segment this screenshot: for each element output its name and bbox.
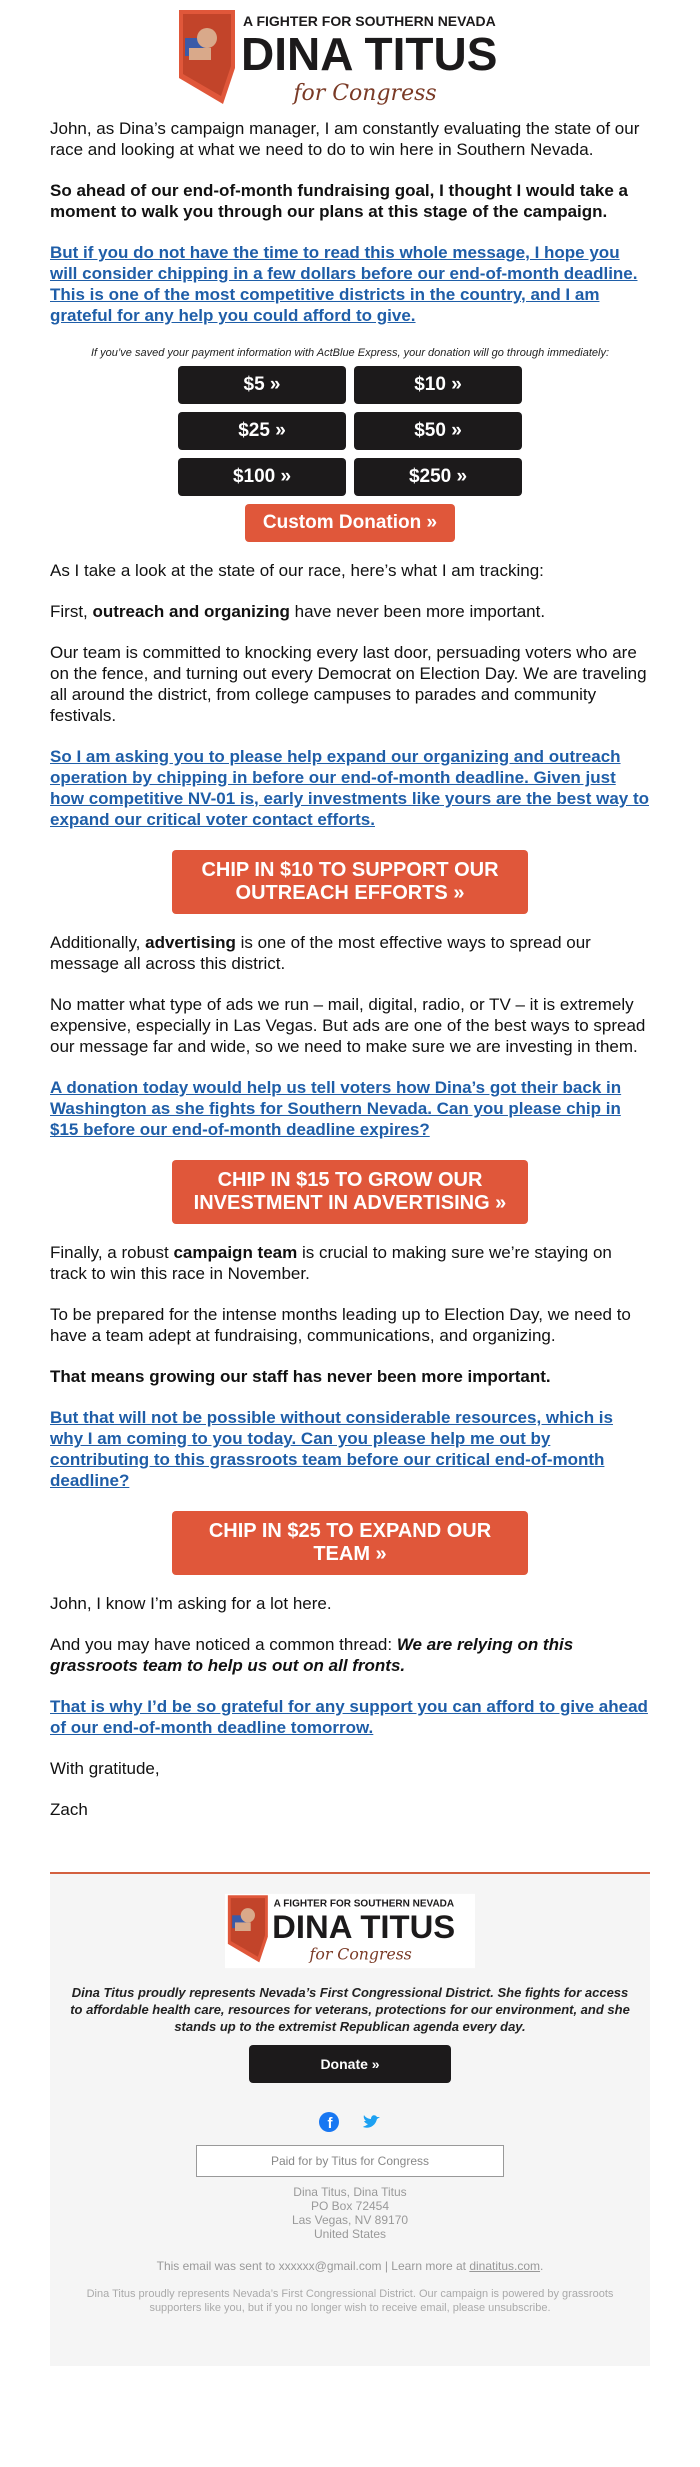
paragraph-team-commitment: Our team is committed to knocking every last door, persuading voters who are on the fence, and turning out every Democrat on Election Day. We are traveling all around the district, from college campuses to parades and community festivals.: [50, 643, 647, 725]
signoff: With gratitude,: [50, 1759, 160, 1778]
paragraph-outreach: First, outreach and organizing have never been more important.: [50, 602, 546, 621]
paragraph-ask-5: [50, 1696, 650, 1738]
mailing-address: Dina Titus, Dina Titus PO Box 72454 Las Vegas, NV 89170 United States: [291, 2185, 409, 2241]
link-ask-5[interactable]: That is why I’d be so grateful for any support you can afford to give ahead of our end-of-month deadline tomorrow.: [50, 1697, 648, 1737]
logo-name: DINA TITUS: [241, 28, 498, 80]
social-links: [70, 2111, 630, 2133]
donation-amounts: [50, 366, 650, 496]
campaign-logo: [50, 0, 650, 118]
donate-50-button[interactable]: $50 »: [354, 412, 522, 450]
paragraph-ask-1: [50, 242, 650, 326]
footer-logo: [70, 1888, 630, 1978]
chip-in-10-button[interactable]: CHIP IN $10 TO SUPPORT OUR OUTREACH EFFORTS »: [172, 850, 528, 914]
paragraph-advertising: Additionally, advertising is one of the most effective ways to spread our message all across this district.: [50, 933, 591, 973]
custom-donation-button[interactable]: Custom Donation »: [245, 504, 455, 542]
footer-flexed-arm-icon: [241, 1908, 255, 1922]
logo-graphic: [175, 8, 525, 112]
paragraph-prepared: To be prepared for the intense months leading up to Election Day, we need to have a team adept at fundraising, communications, and organizing.: [50, 1305, 631, 1345]
email-body: [50, 0, 650, 2366]
paid-for-disclaimer: Paid for by Titus for Congress: [196, 2145, 504, 2177]
paragraph-ask-2: [50, 746, 650, 830]
paragraph-staff: That means growing our staff has never been more important.: [50, 1367, 551, 1386]
flexed-arm-icon: [197, 28, 217, 48]
sent-to-notice: This email was sent to xxxxxx@gmail.com | Learn more at dinatitus.com.: [156, 2259, 544, 2273]
svg-text:for Congress: for Congress: [309, 1944, 412, 1964]
donate-25-button[interactable]: $25 »: [178, 412, 346, 450]
donate-100-button[interactable]: $100 »: [178, 458, 346, 496]
donate-10-button[interactable]: $10 »: [354, 366, 522, 404]
link-ask-3[interactable]: A donation today would help us tell voters how Dina’s got their back in Washington as she fights for Southern Nevada. Can you please chip in $15 before our end-of-month deadline expires?: [50, 1078, 622, 1139]
actblue-note: If you’ve saved your payment information with ActBlue Express, your donation will go through immediately:: [90, 347, 610, 359]
svg-text:A FIGHTER FOR SOUTHERN NEVADA: A FIGHTER FOR SOUTHERN NEVADA: [273, 1898, 455, 1910]
svg-text:f: f: [327, 2115, 333, 2132]
facebook-icon[interactable]: [318, 2111, 340, 2133]
logo-subtitle: for Congress: [293, 81, 437, 106]
paragraph-ask-3: [50, 1077, 650, 1140]
chip-in-15-button[interactable]: CHIP IN $15 TO GROW OUR INVESTMENT IN ADVERTISING »: [172, 1160, 528, 1224]
link-ask-2[interactable]: So I am asking you to please help expand our organizing and outreach operation by chipping in before our end-of-month deadline. Given just how competitive NV-01 is, early investments like yours are the best way to expand our critical voter contact efforts.: [50, 747, 650, 829]
svg-text:DINA TITUS: DINA TITUS: [272, 1908, 456, 1946]
chip-in-25-button[interactable]: CHIP IN $25 TO EXPAND OUR TEAM »: [172, 1511, 528, 1575]
footer-logo-graphic: [225, 1888, 475, 1974]
footer-donate-button[interactable]: Donate »: [249, 2045, 451, 2083]
paragraph-asking: John, I know I’m asking for a lot here.: [50, 1594, 332, 1613]
paragraph-ads-cost: No matter what type of ads we run – mail, digital, radio, or TV – it is extremely expensive, especially in Las Vegas. But ads are one of the best ways to spread our message far and wide, so we need to make sure we are investing in them.: [50, 995, 646, 1056]
paragraph-goal: So ahead of our end-of-month fundraising goal, I thought I would take a moment to walk you through our plans at this stage of the campaign.: [50, 181, 628, 221]
link-ask-1[interactable]: But if you do not have the time to read this whole message, I hope you will consider chipping in a few dollars before our end-of-month deadline. This is one of the most competitive districts in the country, and I am grateful for any help you could afford to give.: [50, 243, 638, 325]
donate-250-button[interactable]: $250 »: [354, 458, 522, 496]
twitter-icon[interactable]: [360, 2111, 382, 2133]
paragraph-tracking: As I take a look at the state of our race, here’s what I am tracking:: [50, 561, 544, 580]
signature: Zach: [50, 1800, 88, 1819]
link-ask-4[interactable]: But that will not be possible without considerable resources, which is why I am coming to you today. Can you please help me out by contributing to this grassroots team before our critical end-of-month deadline?: [50, 1408, 613, 1490]
donate-5-button[interactable]: $5 »: [178, 366, 346, 404]
paragraph-common-thread: And you may have noticed a common thread: We are relying on this grassroots team to help us out on all fronts.: [50, 1635, 574, 1675]
paragraph-intro: John, as Dina’s campaign manager, I am constantly evaluating the state of our race and looking at what we need to do to win here in Southern Nevada.: [50, 119, 640, 159]
logo-tagline: A FIGHTER FOR SOUTHERN NEVADA: [243, 13, 496, 29]
email-footer: [50, 1872, 650, 2366]
unsubscribe-notice: Dina Titus proudly represents Nevada’s First Congressional District. Our campaign is powered by grassroots supporters like you, but if you no longer wish to receive email, please unsubscribe.: [86, 2288, 614, 2314]
footer-description: Dina Titus proudly represents Nevada’s First Congressional District. She fights for access to affordable health care, resources for veterans, protections for our environment, and she stands up to the extremist Republican agenda every day.: [70, 1985, 630, 2034]
website-link[interactable]: dinatitus.com: [469, 2259, 541, 2273]
paragraph-campaign-team: Finally, a robust campaign team is crucial to making sure we’re staying on track to win this race in November.: [50, 1243, 612, 1283]
paragraph-ask-4: [50, 1407, 650, 1491]
